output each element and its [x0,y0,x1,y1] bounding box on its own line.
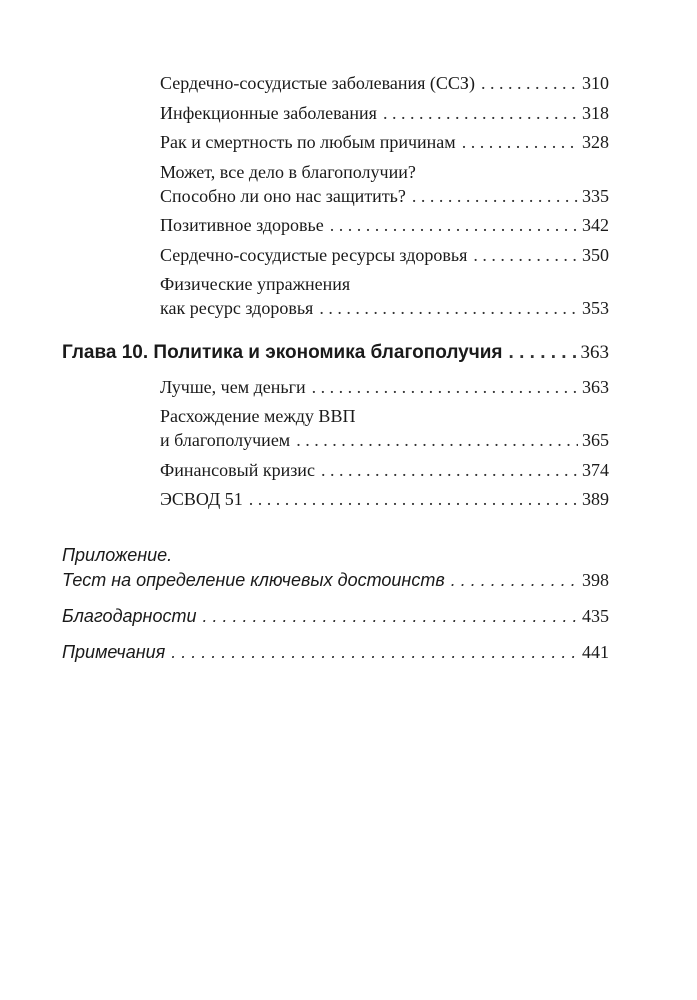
toc-appendix[interactable] [62,571,609,589]
dot-leader [462,133,578,151]
dot-leader [473,246,578,264]
toc-entry-cvd[interactable] [160,74,609,92]
toc-entry-label: Рак и смертность по любым причинам [160,132,456,152]
dot-leader [330,216,578,234]
toc-entry-label: Позитивное здоровье [160,215,324,235]
toc-entry-label: Инфекционные заболевания [160,103,377,123]
toc-page-number: 389 [582,489,609,509]
toc-entry-label: и благополучием [160,430,291,450]
toc-page-number: 374 [582,460,609,480]
toc-page-number: 398 [582,570,609,590]
toc-notes[interactable] [62,643,609,661]
dot-leader [296,431,578,449]
toc-acknowledgements[interactable] [62,607,609,625]
toc-entry-label: Благодарности [62,606,197,626]
dot-leader [249,490,578,508]
toc-entry-gdp[interactable] [160,431,609,449]
toc-entry-positive-health[interactable] [160,216,609,234]
toc-entry-label: Примечания [62,642,166,662]
toc-entry-label: ЭСВОД 51 [160,489,243,509]
toc-entry-label: Лучше, чем деньги [160,377,306,397]
toc-page-number: 350 [582,245,609,265]
toc-page-number: 441 [582,642,609,662]
toc-page-number: 435 [582,606,609,626]
dot-leader [171,643,578,661]
toc-entry-cancer[interactable] [160,133,609,151]
toc-chapter-10[interactable] [62,343,609,362]
toc-entry-financial-crisis[interactable] [160,461,609,479]
toc-entry-infectious[interactable] [160,104,609,122]
toc-entry-gdp-line1: Расхождение между ВВП [160,406,356,426]
dot-leader [383,104,578,122]
toc-entry-label: Способно ли оно нас защитить? [160,186,406,206]
toc-page-number: 365 [582,430,609,450]
dot-leader [321,461,578,479]
dot-leader [202,607,578,625]
dot-leader [451,571,578,589]
toc-entry-better-than-money[interactable] [160,378,609,396]
toc-entry-exercise-line1: Физические упражнения [160,274,351,294]
toc-page-number: 328 [582,132,609,152]
toc-entry-label: Финансовый кризис [160,460,315,480]
toc-entry-label: Сердечно-сосудистые заболевания (ССЗ) [160,73,475,93]
toc-entry-label: как ресурс здоровья [160,298,314,318]
toc-page-number: 310 [582,73,609,93]
dot-leader [312,378,578,396]
toc-page-number: 342 [582,215,609,235]
toc-entry-wellbeing-line1: Может, все дело в благополучии? [160,162,416,182]
dot-leader [509,343,577,362]
chapter-title: Глава 10. Политика и экономика благополучия [62,342,503,363]
toc-entry-exercise[interactable] [160,299,609,317]
toc-entry-wellbeing[interactable] [160,187,609,205]
toc-page-number: 363 [582,377,609,397]
toc-entry-label: Сердечно-сосудистые ресурсы здоровья [160,245,468,265]
toc-page-number: 363 [580,342,609,363]
toc-entry-label: Тест на определение ключевых достоинств [62,570,445,590]
toc-page-number: 335 [582,186,609,206]
toc-entry-esvod[interactable] [160,490,609,508]
dot-leader [319,299,578,317]
toc-appendix-line1: Приложение. [62,545,173,565]
toc-page-number: 353 [582,298,609,318]
toc-page-number: 318 [582,103,609,123]
dot-leader [412,187,578,205]
toc-entry-cardio-resources[interactable] [160,246,609,264]
dot-leader [481,74,578,92]
